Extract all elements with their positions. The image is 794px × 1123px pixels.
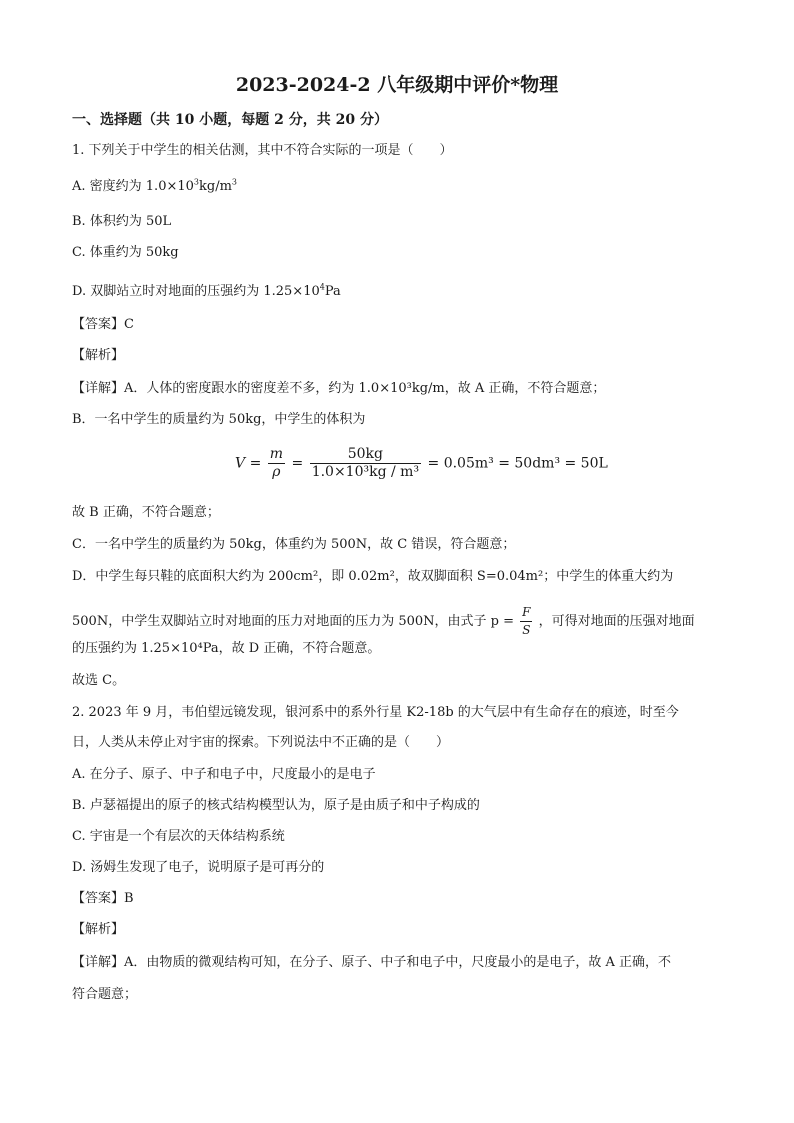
volume-formula: V = $\frac{m}{\rho}$ = $\frac{50kg}{\text{1.0×10³kg / m³}}$ = 0.05m³ = 50dm³ = 50L: [235, 446, 608, 480]
formula-frac2-num: 50kg: [310, 446, 421, 464]
q1-option-a-unit: kg/m: [199, 179, 232, 194]
q2-stem-line2: 日，人类从未停止对宇宙的探索。下列说法中不正确的是（ ）: [72, 735, 450, 750]
pressure-frac-den: S: [522, 623, 531, 637]
q1-option-d-unit: Pa: [324, 284, 341, 299]
q1-option-d-exp: 4: [319, 282, 325, 292]
q1-choose: 故选 C。: [72, 673, 126, 688]
q2-detail-a-line1: 【详解】A．由物质的微观结构可知，在分子、原子、中子和电子中，尺度最小的是电子，故 A 正确，不: [72, 955, 672, 970]
q1-detail-c: C．一名中学生的质量约为 50kg，体重约为 500N，故 C 错误，符合题意；: [72, 537, 516, 552]
q2-option-b: B. 卢瑟福提出的原子的核式结构模型认为，原子是由质子和中子构成的: [72, 798, 480, 813]
q1-option-a-unit-exp: 3: [231, 177, 237, 187]
pressure-fraction: [520, 604, 532, 639]
section-heading: 一、选择题（共 10 小题，每题 2 分，共 20 分）: [72, 112, 388, 128]
q1-option-b: B. 体积约为 50L: [72, 214, 172, 229]
q1-option-d-text: D. 双脚站立时对地面的压强约为 1.25×10: [72, 284, 320, 299]
formula-lhs: V: [235, 455, 246, 472]
pressure-frac-num: F: [520, 604, 532, 622]
q1-detail-d-line2-pre: 500N，中学生双脚站立时对地面的压力对地面的压力为 500N，由式子 p =: [72, 614, 514, 629]
formula-frac2-den: 1.0×10³kg / m³: [311, 464, 420, 480]
q1-option-a: [72, 178, 237, 196]
q2-analysis-label: 【解析】: [72, 922, 125, 937]
q2-option-a: A. 在分子、原子、中子和电子中，尺度最小的是电子: [72, 767, 376, 782]
q1-detail-d-line2: [72, 604, 695, 639]
q1-detail-a: 【详解】A．人体的密度跟水的密度差不多，约为 1.0×10³kg/m，故 A 正确，不符合题意；: [72, 381, 606, 396]
q2-stem-line1: 2. 2023 年 9 月，韦伯望远镜发现，银河系中的系外行星 K2-18b 的大气层中有生命存在的痕迹，时至今: [72, 705, 679, 720]
q2-answer: 【答案】B: [72, 891, 134, 906]
q1-option-d: [72, 283, 341, 301]
q1-detail-d-line2-post: ，可得对地面的压强对地面: [538, 614, 695, 629]
q1-b-conclusion: 故 B 正确，不符合题意；: [72, 505, 220, 520]
formula-frac1-den: ρ: [272, 464, 281, 480]
q1-option-c: C. 体重约为 50kg: [72, 245, 179, 260]
formula-fraction-values: [310, 446, 421, 481]
q2-option-d: D. 汤姆生发现了电子，说明原子是可再分的: [72, 860, 325, 875]
q2-option-c: C. 宇宙是一个有层次的天体结构系统: [72, 829, 285, 844]
q1-option-a-exp: 3: [193, 177, 199, 187]
q1-option-a-text: A. 密度约为 1.0×10: [72, 179, 194, 194]
q1-analysis-label: 【解析】: [72, 348, 125, 363]
q1-detail-b: B．一名中学生的质量约为 50kg，中学生的体积为: [72, 412, 366, 427]
q1-detail-d-line3: 的压强约为 1.25×10⁴Pa，故 D 正确，不符合题意。: [72, 641, 381, 656]
page-title: 2023-2024-2 八年级期中评价*物理: [235, 74, 559, 96]
q1-stem: 1. 下列关于中学生的相关估测，其中不符合实际的一项是（ ）: [72, 143, 453, 158]
formula-rhs: = 0.05m³ = 50dm³ = 50L: [427, 455, 608, 472]
q1-detail-d-line1: D．中学生每只鞋的底面积大约为 200cm²，即 0.02m²，故双脚面积 S=0.04m²；中学生的体重大约为: [72, 569, 674, 584]
q1-answer: 【答案】C: [72, 317, 134, 332]
q2-detail-a-line2: 符合题意；: [72, 987, 138, 1002]
formula-fraction-m-rho: [268, 446, 285, 481]
formula-frac1-num: m: [269, 446, 284, 462]
